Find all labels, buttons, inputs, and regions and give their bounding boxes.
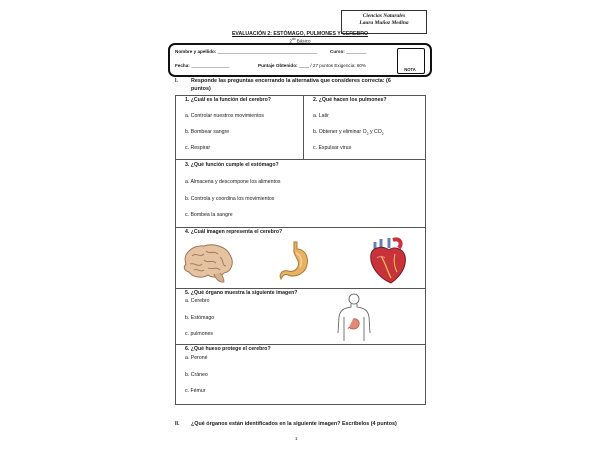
date-field: Fecha: _______________ [175, 63, 230, 68]
section-1-instructions: Responde las preguntas encerrando la alternativa que consideres correcta: (6 puntos) [191, 78, 391, 92]
section-1-numeral: I. [175, 78, 178, 84]
q2-option-c[interactable]: c. Expulsar virus [313, 145, 352, 151]
section-2-numeral: II. [175, 421, 180, 427]
question-3: 3. ¿Qué función cumple el estómago? [185, 162, 279, 168]
q1-option-a[interactable]: a. Controlar nuestros movimientos [185, 113, 264, 119]
question-2: 2. ¿Qué hacen los pulmones? [313, 97, 387, 103]
q5-option-b[interactable]: b. Estómago [185, 315, 215, 321]
q3-option-a[interactable]: a. Almacena y descompone los alimentos [185, 179, 281, 185]
grade-level: $2^{do}$ Básico [289, 37, 311, 44]
column-divider [303, 95, 304, 160]
q6-option-c[interactable]: c. Fémur [185, 388, 206, 394]
page-number: 1 [295, 436, 298, 441]
teacher-name: Laura Muñoz Medina [359, 20, 409, 26]
heart-image[interactable] [365, 236, 409, 286]
name-input[interactable]: _______________________________________ [217, 49, 318, 54]
question-box-1-2 [175, 95, 426, 160]
name-field: Nombre y apellido: _______________________________________ [175, 49, 318, 54]
body-outline-image [336, 293, 372, 343]
subject-name: Ciencias Naturales [362, 13, 406, 19]
q5-option-a[interactable]: a. Cerebro [185, 298, 210, 304]
question-box-6 [175, 344, 426, 405]
q2-option-a[interactable]: a. Latir [313, 113, 329, 119]
brain-image[interactable] [180, 242, 234, 284]
score-field: Puntaje Obtenido: ____ / 27 puntos Exigencia: 60% [258, 63, 367, 68]
exam-title: EVALUACIÓN 2: ESTÓMAGO, PULMONES Y CEREBRO [231, 31, 369, 37]
question-5: 5. ¿Qué órgano muestra la siguiente imagen? [185, 290, 298, 296]
q6-option-b[interactable]: b. Cráneo [185, 372, 208, 378]
course-input[interactable]: ________ [346, 49, 367, 54]
grade-label: NOTA [404, 67, 416, 72]
course-field: Curso: ________ [330, 49, 367, 54]
question-6: 6. ¿Qué hueso protege el cerebro? [185, 346, 271, 352]
q3-option-c[interactable]: c. Bombea la sangre [185, 212, 233, 218]
date-input[interactable]: _______________ [191, 63, 230, 68]
q3-option-b[interactable]: b. Controla y coordina los movimientos [185, 196, 275, 202]
stomach-image[interactable] [280, 241, 310, 283]
q1-option-c[interactable]: c. Respirar [185, 145, 211, 151]
q2-option-b[interactable]: b. Obtener y eliminar $O_2$ y $CO_2$ [313, 129, 384, 137]
question-1: 1. ¿Cuál es la función del cerebro? [185, 97, 271, 103]
question-4: 4. ¿Cuál imagen representa el cerebro? [185, 229, 283, 235]
q1-option-b[interactable]: b. Bombear sangre [185, 129, 230, 135]
q5-option-c[interactable]: c. pulmones [185, 331, 213, 337]
q6-option-a[interactable]: a. Peroné [185, 355, 208, 361]
section-2-instructions: ¿Qué órganos están identificados en la siguiente imagen? Escríbelos (4 puntos) [191, 421, 397, 427]
